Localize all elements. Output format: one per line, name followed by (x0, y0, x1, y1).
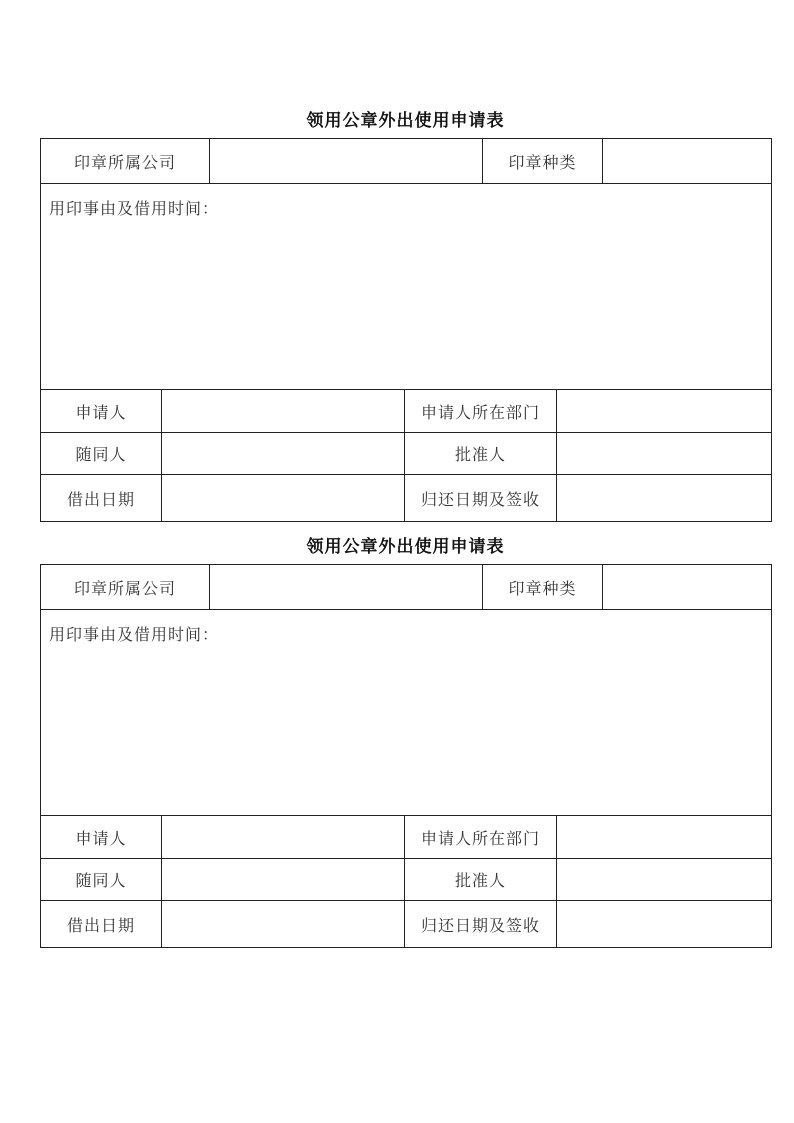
applicant-field[interactable] (162, 390, 405, 433)
department-field[interactable] (557, 390, 772, 433)
seal-type-label: 印章种类 (483, 565, 603, 610)
reason-field[interactable] (41, 184, 772, 390)
return-label: 归还日期及签收 (405, 475, 557, 522)
department-field[interactable] (557, 816, 772, 859)
reason-label: 用印事由及借用时间： (49, 199, 220, 218)
company-field[interactable] (210, 565, 483, 610)
reason-field[interactable] (41, 610, 772, 816)
return-label: 归还日期及签收 (405, 901, 557, 948)
form-title: 领用公章外出使用申请表 (306, 537, 505, 557)
approver-field[interactable] (557, 859, 772, 901)
reason-row (41, 610, 772, 816)
companion-row (41, 433, 772, 475)
applicant-label: 申请人 (41, 390, 162, 433)
companion-field[interactable] (162, 433, 405, 475)
reason-row (41, 184, 772, 390)
companion-label: 随同人 (41, 859, 162, 901)
borrow-return-row (41, 901, 772, 948)
company-seal-row-table (40, 138, 772, 390)
borrow-date-field[interactable] (162, 475, 405, 522)
seal-type-field[interactable] (603, 139, 772, 184)
company-seal-row-table (40, 564, 772, 816)
company-seal-row (41, 565, 772, 610)
company-field[interactable] (210, 139, 483, 184)
borrow-return-row (41, 475, 772, 522)
approver-label: 批准人 (405, 433, 557, 475)
form-title: 领用公章外出使用申请表 (306, 111, 505, 131)
borrow-date-field[interactable] (162, 901, 405, 948)
applicant-label: 申请人 (41, 816, 162, 859)
applicant-info-table (40, 389, 772, 522)
applicant-info-table (40, 815, 772, 948)
applicant-row (41, 390, 772, 433)
approver-field[interactable] (557, 433, 772, 475)
return-field[interactable] (557, 475, 772, 522)
approver-label: 批准人 (405, 859, 557, 901)
return-field[interactable] (557, 901, 772, 948)
department-label: 申请人所在部门 (405, 390, 557, 433)
company-label: 印章所属公司 (41, 139, 210, 184)
borrow-date-label: 借出日期 (41, 901, 162, 948)
applicant-row (41, 816, 772, 859)
department-label: 申请人所在部门 (405, 816, 557, 859)
company-seal-row (41, 139, 772, 184)
borrow-date-label: 借出日期 (41, 475, 162, 522)
seal-type-field[interactable] (603, 565, 772, 610)
reason-label: 用印事由及借用时间： (49, 625, 220, 644)
applicant-field[interactable] (162, 816, 405, 859)
companion-label: 随同人 (41, 433, 162, 475)
companion-field[interactable] (162, 859, 405, 901)
seal-type-label: 印章种类 (483, 139, 603, 184)
companion-row (41, 859, 772, 901)
company-label: 印章所属公司 (41, 565, 210, 610)
